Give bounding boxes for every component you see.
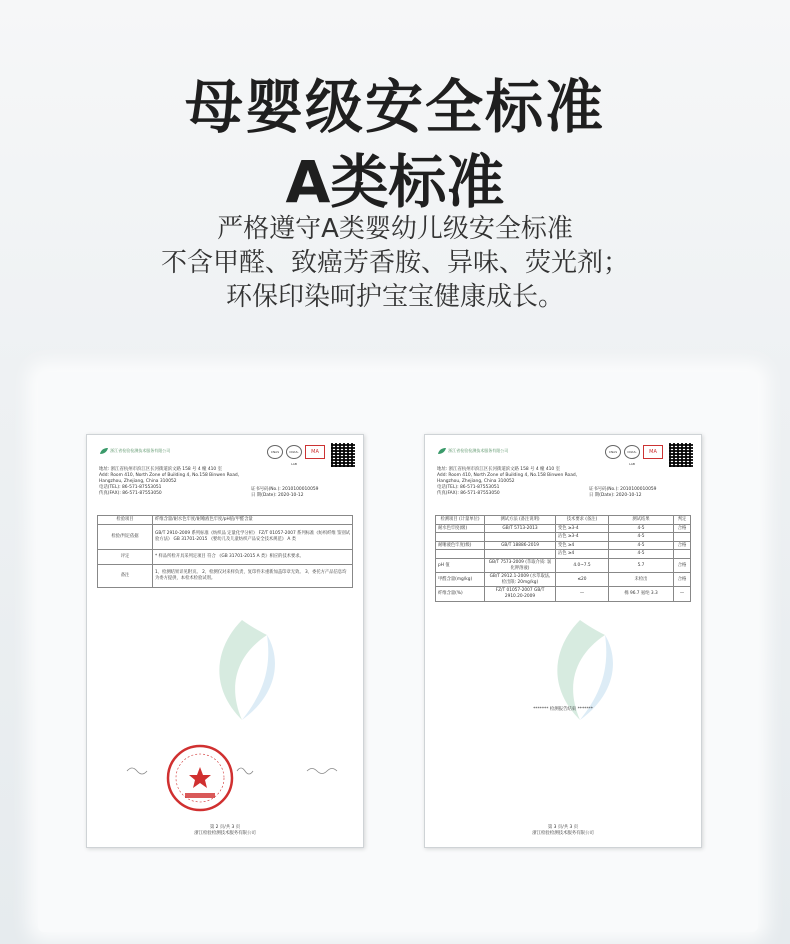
table-cell: 4.0~7.5 — [556, 558, 609, 572]
table-cell: 合格 — [674, 541, 691, 550]
table-cell: 合格 — [674, 573, 691, 587]
cnas-lab-mark-icon: CNAS-LAB — [624, 445, 640, 459]
signature-strokes-icon — [97, 763, 357, 777]
org-name: 浙江省检验检测技术服务有限公司 — [110, 448, 171, 453]
page-footer — [87, 825, 363, 837]
table-cell: 棉 96.7 氨纶 3.3 — [609, 587, 674, 601]
table-row — [98, 516, 353, 525]
address-block — [99, 467, 249, 497]
inspection-table — [97, 515, 353, 588]
table-cell: ≤20 — [556, 573, 609, 587]
description-line: 严格遵守A类婴幼儿级安全标准 — [217, 214, 573, 244]
main-title: 母婴级安全标准 — [184, 73, 605, 141]
table-cell: 检验项目 — [98, 516, 153, 525]
table-header-cell: 技术要求 (备注) — [556, 516, 609, 525]
page-number: 第 2 页/共 3 页 — [209, 825, 241, 830]
table-cell: — — [674, 587, 691, 601]
tel: 电话(TEL): 86-571-87553051 — [437, 485, 500, 490]
table-cell — [485, 533, 556, 542]
test-report-page-2 — [86, 434, 364, 848]
table-cell: 5.7 — [609, 558, 674, 572]
issue-date: 日 期(Date): 2020-10-12 — [251, 493, 304, 498]
table-cell: GB/T 2910-2009 系列标准《纺织品 定量化学分析》 FZ/T 01057-2007 系列标准《纺织纤维 鉴别试验方法》 GB 31701-2015 《婴幼儿及儿童纺织产品安全技术规范》 A 类 — [153, 524, 353, 549]
org-name: 浙江省检验检测技术服务有限公司 — [448, 448, 509, 453]
table-header-cell: 测试结果 — [609, 516, 674, 525]
table-cell: 评定 — [98, 549, 153, 564]
fax: 传真(FAX): 86-571-87553050 — [437, 491, 500, 496]
table-cell — [674, 533, 691, 542]
table-cell: 沾色 ≥4 — [556, 550, 609, 559]
table-cell: 耐水色牢度(级) — [436, 524, 485, 533]
table-header-row — [436, 516, 691, 525]
table-cell: 甲醛含量(mg/kg) — [436, 573, 485, 587]
cert-info — [251, 487, 351, 499]
table-cell: 纤维含量(%) — [436, 587, 485, 601]
ma-mark-icon: MA — [643, 445, 663, 459]
table-row — [436, 524, 691, 533]
table-header-cell: 检测项目 (计量单位) — [436, 516, 485, 525]
table-cell: 1、检测结果详见附页。 2、检测仅对来样负责，复印件未重新加盖印章无效。 3、委托方产品信息均为委方提供，本检术检验试剂。 — [153, 564, 353, 587]
watermark-logo-icon — [197, 615, 287, 725]
table-cell — [674, 550, 691, 559]
cert-number: 证书号码(No.): 2010100010059 — [589, 487, 657, 492]
table-row — [436, 533, 691, 542]
table-row — [98, 564, 353, 587]
table-cell — [485, 550, 556, 559]
table-cell: FZ/T 01057-2007 GB/T 2910.20-2009 — [485, 587, 556, 601]
report-end-note: ******* 检测报告结束 ******* — [533, 707, 593, 712]
table-row — [436, 573, 691, 587]
results-table — [435, 515, 691, 602]
table-cell — [436, 550, 485, 559]
org-logo — [437, 447, 508, 455]
table-cell: * 样品所检开具采列定项目 符合 《GB 31701-2015 A 类》相应的技术要求。 — [153, 549, 353, 564]
table-cell: 未检出 — [609, 573, 674, 587]
org-logo — [99, 447, 170, 455]
certification-marks — [605, 445, 663, 466]
table-cell: 4-5 — [609, 524, 674, 533]
table-cell: 检验/判定依据 — [98, 524, 153, 549]
table-row — [436, 587, 691, 601]
page-footer — [425, 825, 701, 837]
ma-mark-icon: MA — [305, 445, 325, 459]
cnas-mark-icon: CNAS — [267, 445, 283, 459]
footer-org: 浙江检验检测技术服务有限公司 — [532, 831, 594, 836]
table-row — [436, 550, 691, 559]
table-cell: GB/T 2912.1-2009 (水萃取法, 检出限: 20mg/kg) — [485, 573, 556, 587]
qr-code-icon — [669, 443, 693, 467]
fax: 传真(FAX): 86-571-87553050 — [99, 491, 162, 496]
description — [0, 212, 790, 314]
table-cell: 沾色 ≥3-4 — [556, 533, 609, 542]
table-cell: 合格 — [674, 558, 691, 572]
table-header-cell: 测试方法 (备注说明) — [485, 516, 556, 525]
table-cell: 合格 — [674, 524, 691, 533]
address-cn: 地址: 浙江省杭州市滨江区长河街道滨文路 158 号 4 幢 410 室 — [437, 467, 561, 472]
table-cell: 耐唾液色牢度(级) — [436, 541, 485, 550]
description-line: 环保印染呵护宝宝健康成长。 — [225, 282, 564, 312]
table-cell: 备注 — [98, 564, 153, 587]
table-cell: pH 值 — [436, 558, 485, 572]
tel: 电话(TEL): 86-571-87553051 — [99, 485, 162, 490]
table-cell: 变色 ≥3-4 — [556, 524, 609, 533]
table-header-cell: 判定 — [674, 516, 691, 525]
table-cell — [436, 533, 485, 542]
table-cell: 纤维含量/耐水色牢度/耐唾液色牢度/pH值/甲醛含量 — [153, 516, 353, 525]
cert-info — [589, 487, 689, 499]
address-en: Add: Room 410, North Zone of Building 4, No.158 Binwen Road, Hangzhou, Zhejiang, China 310052 — [437, 473, 578, 484]
cnas-lab-mark-icon: CNAS-LAB — [286, 445, 302, 459]
table-cell: — — [556, 587, 609, 601]
table-cell: GB/T 18886-2019 — [485, 541, 556, 550]
table-cell: 4-5 — [609, 541, 674, 550]
table-row — [98, 524, 353, 549]
table-row — [436, 558, 691, 572]
address-cn: 地址: 浙江省杭州市滨江区长河街道滨文路 158 号 4 幢 410 室 — [99, 467, 223, 472]
signatures — [97, 763, 357, 780]
table-cell: 4-5 — [609, 533, 674, 542]
description-line: 不含甲醛、致癌芳香胺、异味、荧光剂； — [160, 248, 629, 278]
test-report-page-3 — [424, 434, 702, 848]
leaf-icon — [99, 447, 109, 455]
qr-code-icon — [331, 443, 355, 467]
issue-date: 日 期(Date): 2020-10-12 — [589, 493, 642, 498]
cert-number: 证书号码(No.): 2010100010059 — [251, 487, 319, 492]
address-en: Add: Room 410, North Zone of Building 4, No.158 Binwen Road, Hangzhou, Zhejiang, China 310052 — [99, 473, 240, 484]
table-cell: 变色 ≥4 — [556, 541, 609, 550]
page-number: 第 3 页/共 3 页 — [547, 825, 579, 830]
certification-marks — [267, 445, 325, 466]
cnas-mark-icon: CNAS — [605, 445, 621, 459]
table-row — [98, 549, 353, 564]
leaf-icon — [437, 447, 447, 455]
sub-title: A类标准 — [285, 148, 505, 216]
table-cell: GB/T 5713-2013 — [485, 524, 556, 533]
footer-org: 浙江检验检测技术服务有限公司 — [194, 831, 256, 836]
table-row — [436, 541, 691, 550]
address-block — [437, 467, 587, 497]
table-cell: 4-5 — [609, 550, 674, 559]
table-cell: GB/T 7573-2009 (萃取介质: 氯化钾溶液) — [485, 558, 556, 572]
